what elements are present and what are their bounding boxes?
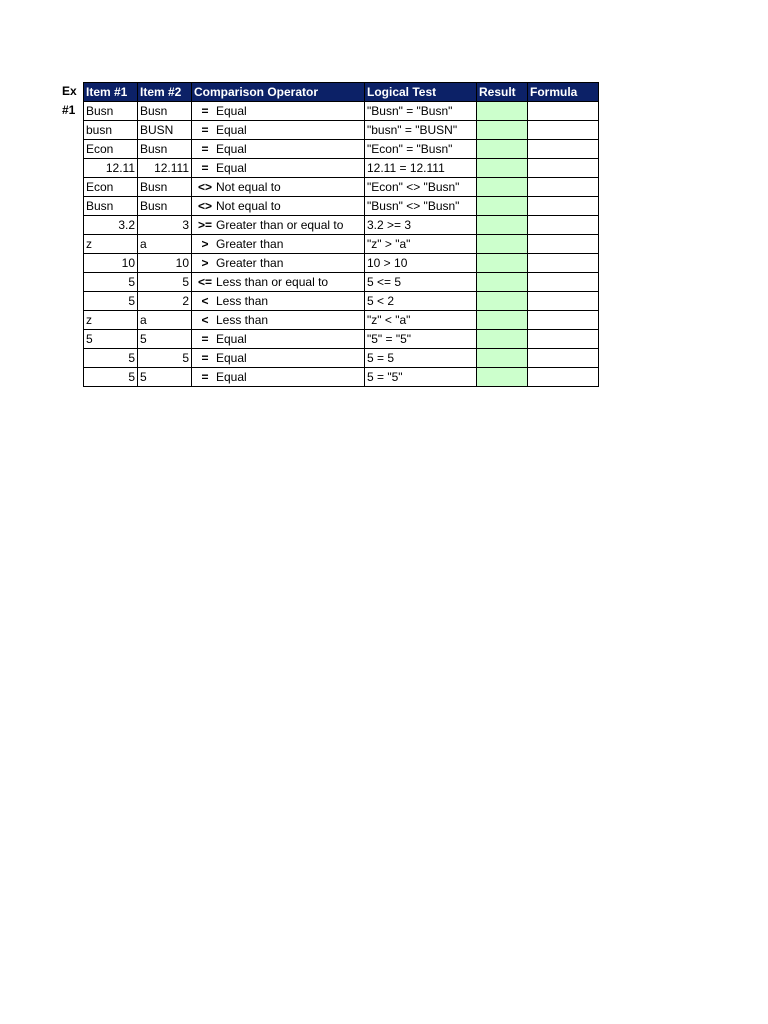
- cell-formula[interactable]: [528, 102, 599, 121]
- cell-logical-test[interactable]: "Econ" <> "Busn": [365, 178, 477, 197]
- header-formula[interactable]: Formula: [528, 83, 599, 102]
- header-item2[interactable]: Item #2: [138, 83, 192, 102]
- operator-symbol: =: [201, 370, 209, 384]
- cell-comparison-operator[interactable]: [192, 178, 365, 197]
- table-row: [84, 368, 599, 387]
- header-result[interactable]: Result: [477, 83, 528, 102]
- cell-formula[interactable]: [528, 254, 599, 273]
- operator-name: Equal: [216, 123, 247, 137]
- cell-item2[interactable]: Busn: [138, 102, 192, 121]
- cell-item1[interactable]: 5: [84, 349, 138, 368]
- cell-item1[interactable]: z: [84, 235, 138, 254]
- cell-logical-test[interactable]: 10 > 10: [365, 254, 477, 273]
- operator-symbol: =: [201, 123, 209, 137]
- operator-name: Equal: [216, 332, 247, 346]
- operator-symbol: >: [201, 237, 209, 251]
- operator-name: Equal: [216, 142, 247, 156]
- cell-result[interactable]: [477, 330, 528, 349]
- example-label: Ex: [62, 84, 77, 98]
- cell-item1[interactable]: z: [84, 311, 138, 330]
- cell-formula[interactable]: [528, 292, 599, 311]
- cell-formula[interactable]: [528, 273, 599, 292]
- operator-name: Greater than: [216, 256, 284, 270]
- cell-item1[interactable]: busn: [84, 121, 138, 140]
- cell-item2[interactable]: 3: [138, 216, 192, 235]
- cell-comparison-operator[interactable]: [192, 159, 365, 178]
- cell-item2[interactable]: 2: [138, 292, 192, 311]
- cell-item2[interactable]: 5: [138, 330, 192, 349]
- cell-item1[interactable]: Busn: [84, 197, 138, 216]
- table-row: [84, 254, 599, 273]
- cell-comparison-operator[interactable]: [192, 121, 365, 140]
- table-row: [84, 273, 599, 292]
- cell-formula[interactable]: [528, 159, 599, 178]
- cell-item1[interactable]: 12.11: [84, 159, 138, 178]
- cell-logical-test[interactable]: "Busn" = "Busn": [365, 102, 477, 121]
- table-row: [84, 178, 599, 197]
- operator-name: Equal: [216, 370, 247, 384]
- cell-formula[interactable]: [528, 197, 599, 216]
- cell-item1[interactable]: 5: [84, 330, 138, 349]
- cell-comparison-operator[interactable]: [192, 102, 365, 121]
- cell-logical-test[interactable]: "Busn" <> "Busn": [365, 197, 477, 216]
- cell-item2[interactable]: Busn: [138, 197, 192, 216]
- cell-comparison-operator[interactable]: [192, 292, 365, 311]
- cell-item2[interactable]: a: [138, 235, 192, 254]
- cell-logical-test[interactable]: 5 <= 5: [365, 273, 477, 292]
- cell-result[interactable]: [477, 178, 528, 197]
- header-item1[interactable]: Item #1: [84, 83, 138, 102]
- cell-logical-test[interactable]: 5 = 5: [365, 349, 477, 368]
- cell-formula[interactable]: [528, 349, 599, 368]
- cell-item1[interactable]: Econ: [84, 178, 138, 197]
- cell-comparison-operator[interactable]: [192, 235, 365, 254]
- cell-item1[interactable]: Busn: [84, 102, 138, 121]
- operator-name: Equal: [216, 161, 247, 175]
- operator-symbol: =: [201, 161, 209, 175]
- cell-item2[interactable]: a: [138, 311, 192, 330]
- operator-symbol: <=: [197, 275, 212, 289]
- cell-logical-test[interactable]: "Econ" = "Busn": [365, 140, 477, 159]
- cell-formula[interactable]: [528, 121, 599, 140]
- cell-result[interactable]: [477, 292, 528, 311]
- cell-comparison-operator[interactable]: [192, 349, 365, 368]
- operator-name: Not equal to: [216, 199, 281, 213]
- cell-comparison-operator[interactable]: [192, 216, 365, 235]
- cell-result[interactable]: [477, 216, 528, 235]
- cell-result[interactable]: [477, 254, 528, 273]
- operator-name: Less than or equal to: [216, 275, 329, 289]
- cell-item2[interactable]: 12.111: [138, 159, 192, 178]
- cell-item2[interactable]: 5: [138, 273, 192, 292]
- comparison-table: [83, 82, 599, 387]
- cell-logical-test[interactable]: 5 < 2: [365, 292, 477, 311]
- header-row: [84, 83, 599, 102]
- operator-symbol: =: [201, 142, 209, 156]
- cell-result[interactable]: [477, 349, 528, 368]
- table-row: [84, 197, 599, 216]
- operator-name: Less than: [216, 294, 269, 308]
- cell-formula[interactable]: [528, 330, 599, 349]
- cell-result[interactable]: [477, 273, 528, 292]
- cell-item2[interactable]: 5: [138, 368, 192, 387]
- cell-item2[interactable]: BUSN: [138, 121, 192, 140]
- cell-item1[interactable]: 10: [84, 254, 138, 273]
- table-row: [84, 159, 599, 178]
- cell-result[interactable]: [477, 368, 528, 387]
- operator-symbol: >: [201, 256, 209, 270]
- operator-symbol: <: [201, 294, 209, 308]
- operator-symbol: =: [201, 332, 209, 346]
- cell-result[interactable]: [477, 235, 528, 254]
- operator-symbol: =: [201, 351, 209, 365]
- cell-item1[interactable]: Econ: [84, 140, 138, 159]
- table-row: [84, 102, 599, 121]
- operator-symbol: <>: [197, 180, 212, 194]
- cell-logical-test[interactable]: 12.11 = 12.111: [365, 159, 477, 178]
- cell-item2[interactable]: 10: [138, 254, 192, 273]
- cell-result[interactable]: [477, 159, 528, 178]
- operator-name: Greater than or equal to: [216, 218, 344, 232]
- cell-formula[interactable]: [528, 216, 599, 235]
- cell-logical-test[interactable]: "5" = "5": [365, 330, 477, 349]
- cell-comparison-operator[interactable]: [192, 368, 365, 387]
- cell-logical-test[interactable]: 5 = "5": [365, 368, 477, 387]
- cell-logical-test[interactable]: "busn" = "BUSN": [365, 121, 477, 140]
- table-row: [84, 330, 599, 349]
- cell-item2[interactable]: Busn: [138, 140, 192, 159]
- table-row: [84, 121, 599, 140]
- cell-result[interactable]: [477, 140, 528, 159]
- cell-comparison-operator[interactable]: [192, 273, 365, 292]
- operator-name: Not equal to: [216, 180, 281, 194]
- cell-formula[interactable]: [528, 178, 599, 197]
- cell-comparison-operator[interactable]: [192, 311, 365, 330]
- cell-item1[interactable]: 5: [84, 368, 138, 387]
- cell-formula[interactable]: [528, 140, 599, 159]
- cell-comparison-operator[interactable]: [192, 140, 365, 159]
- operator-name: Equal: [216, 351, 247, 365]
- table-row: [84, 349, 599, 368]
- cell-item2[interactable]: 5: [138, 349, 192, 368]
- cell-item1[interactable]: 3.2: [84, 216, 138, 235]
- cell-item2[interactable]: Busn: [138, 178, 192, 197]
- cell-formula[interactable]: [528, 368, 599, 387]
- header-logical-test[interactable]: Logical Test: [365, 83, 477, 102]
- cell-result[interactable]: [477, 197, 528, 216]
- cell-logical-test[interactable]: "z" < "a": [365, 311, 477, 330]
- cell-formula[interactable]: [528, 235, 599, 254]
- cell-comparison-operator[interactable]: [192, 197, 365, 216]
- cell-item1[interactable]: 5: [84, 292, 138, 311]
- cell-result[interactable]: [477, 311, 528, 330]
- example-number-label: #1: [62, 103, 76, 117]
- operator-symbol: <>: [197, 199, 212, 213]
- table-row: [84, 292, 599, 311]
- table-row: [84, 216, 599, 235]
- operator-name: Less than: [216, 313, 269, 327]
- cell-item1[interactable]: 5: [84, 273, 138, 292]
- table-row: [84, 311, 599, 330]
- cell-comparison-operator[interactable]: [192, 254, 365, 273]
- cell-logical-test[interactable]: 3.2 >= 3: [365, 216, 477, 235]
- cell-comparison-operator[interactable]: [192, 330, 365, 349]
- header-comparison-operator[interactable]: Comparison Operator: [192, 83, 365, 102]
- cell-result[interactable]: [477, 121, 528, 140]
- table-row: [84, 140, 599, 159]
- operator-name: Equal: [216, 104, 247, 118]
- cell-logical-test[interactable]: "z" > "a": [365, 235, 477, 254]
- operator-name: Greater than: [216, 237, 284, 251]
- cell-formula[interactable]: [528, 311, 599, 330]
- operator-symbol: >=: [197, 218, 212, 232]
- operator-symbol: <: [201, 313, 209, 327]
- operator-symbol: =: [201, 104, 209, 118]
- cell-result[interactable]: [477, 102, 528, 121]
- table-row: [84, 235, 599, 254]
